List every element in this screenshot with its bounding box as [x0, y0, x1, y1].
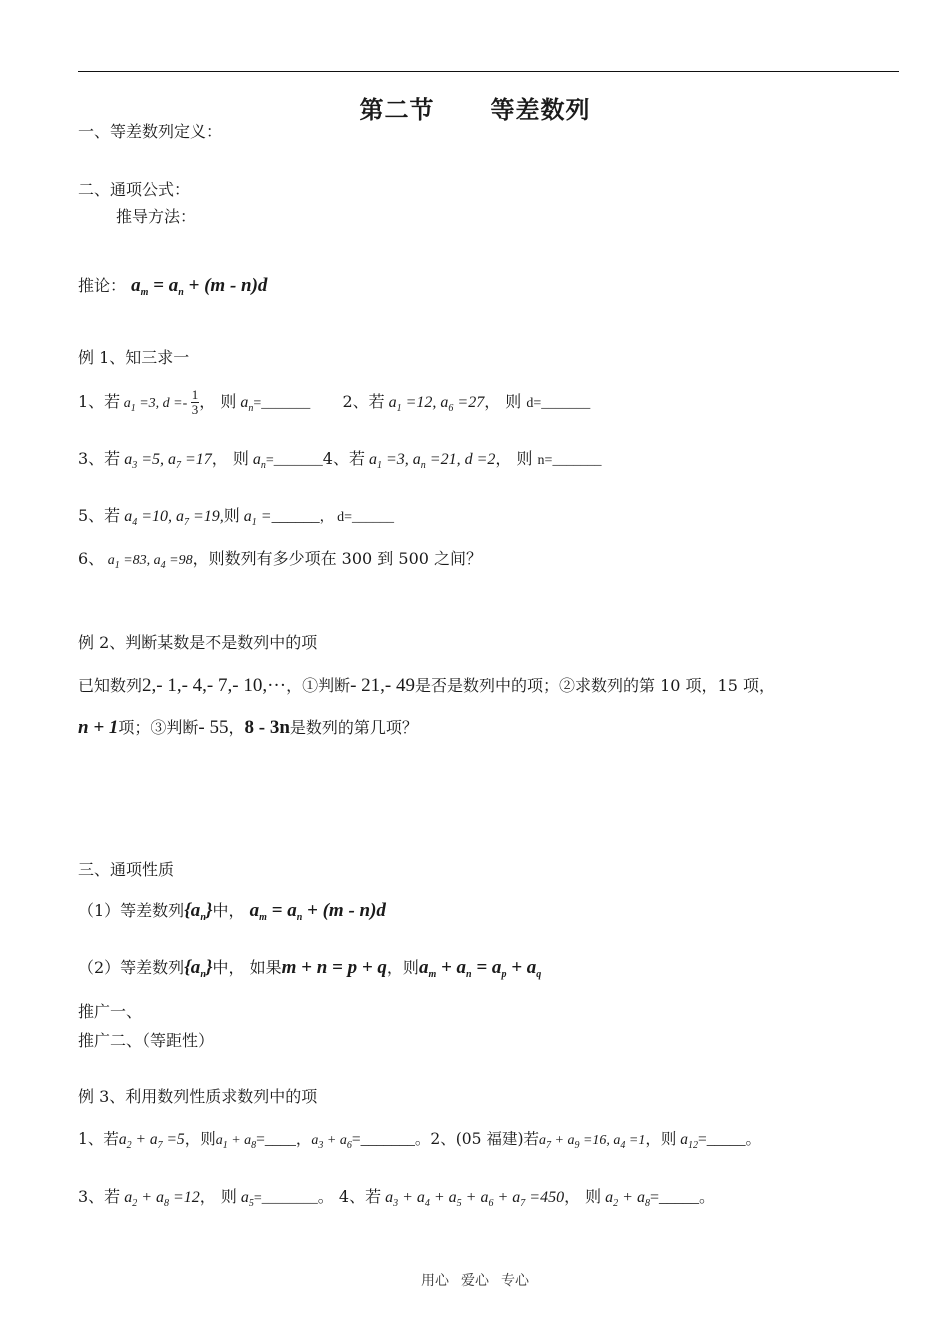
ex2-num: - 55 — [198, 717, 229, 738]
ex2-tail: 是否是数列中的项；②求数列的第 10 项，15 项， — [414, 676, 775, 695]
footer-b: 爱心 — [461, 1273, 489, 1289]
ex1-q2-then: ， 则 — [484, 392, 522, 411]
ex1-q3-blank: =_______ — [265, 453, 323, 468]
prop1-seq: $\{a_n\}$ — [184, 900, 213, 923]
section2-heading: 二、通项公式： — [78, 180, 191, 199]
section1-heading: 一、等差数列定义： — [78, 122, 223, 141]
footer-a: 用心 — [421, 1273, 449, 1289]
ex3-q3-prefix: 3、若 — [78, 1187, 121, 1206]
example1-heading: 例 1、知三求一 — [78, 348, 190, 367]
ex1-q5-then: 则 — [223, 506, 240, 525]
prop2-condition: m + n = p + q — [281, 957, 387, 978]
derivation-label: 推导方法： — [116, 207, 197, 226]
example3-row1 — [78, 1129, 761, 1151]
ex3-q2-prefix: 2、(05 福建)若 — [430, 1130, 539, 1148]
example3-heading: 例 3、利用数列性质求数列中的项 — [78, 1087, 318, 1106]
ex2-prefix: 已知数列 — [78, 676, 143, 695]
ex3-q1-given: $a_2 + a_7 =5$ — [118, 1131, 185, 1151]
ex3-q1-then: ，则 — [184, 1130, 216, 1148]
ex3-q3-given: $a_2 + a_8 =12$ — [120, 1189, 200, 1209]
ex1-q6-prefix: 6、 — [78, 549, 105, 568]
ex3-q3-blank: =________ — [253, 1191, 318, 1206]
ex3-q1-expr2: $a_3 + a_6$ — [311, 1133, 352, 1151]
ex1-q6-text: ，则数列有多少项在 300 到 500 之间？ — [192, 549, 483, 568]
prop1-prefix: （1）等差数列 — [78, 901, 185, 920]
ex1-q1-fraction — [191, 388, 200, 417]
ex2-mid: ，①判断 — [286, 676, 351, 695]
ex1-q3-given: $a_3 =5$, $a_7 =17$ — [120, 451, 212, 471]
footer-c: 专心 — [501, 1273, 529, 1289]
ex2-numbers: - 21,- 49 — [350, 675, 415, 696]
extension1: 推广一、 — [78, 1002, 143, 1021]
title-topic: 等差数列 — [490, 96, 591, 124]
prop2-prefix: （2）等差数列 — [78, 958, 185, 977]
ex3-q1-blank1: =____ — [256, 1131, 296, 1148]
ex1-q3-an: $a_n$ — [248, 451, 266, 471]
ex1-q4-then: ， 则 — [495, 449, 533, 468]
corollary-label: 推论： — [78, 276, 127, 295]
ex1-q5-blank: ______ — [271, 508, 320, 525]
prop2-then: ，则 — [386, 958, 419, 977]
title-section: 第二节 — [359, 96, 435, 124]
example1-row2 — [78, 449, 601, 471]
ex1-q3-then: ， 则 — [211, 449, 249, 468]
ex3-q4-end: 。 — [698, 1187, 715, 1206]
example2-line2 — [78, 718, 418, 738]
ex1-q5-given: $a_4 =10$, $a_7 =19$, — [120, 508, 224, 528]
ex3-q3-end: 。 — [317, 1187, 334, 1206]
property2 — [78, 958, 541, 978]
page-footer — [0, 1270, 950, 1290]
ex1-q6-given: $a_1 =83$, $a_4 =98$ — [104, 553, 193, 571]
ex1-q4-tail: n=_______ — [537, 453, 602, 468]
ex3-q1-end: 。 — [414, 1130, 431, 1148]
ex3-q1-expr1: $a_1 + a_8$ — [215, 1133, 257, 1151]
corollary-formula: $a_m = a_n + (m - n)d$ — [131, 275, 268, 298]
ex3-q3-then: ， 则 — [199, 1187, 237, 1206]
ex1-q2-given: $a_1 =12$, $a_6 =27$ — [384, 394, 485, 414]
ex2-line2-mid: 项；③判断 — [118, 718, 199, 737]
ex2-expr2: 8 - 3n — [244, 717, 290, 738]
ex3-q1-blank2: =_______ — [351, 1131, 415, 1148]
ex3-q3-a5: $a_5$ — [236, 1189, 254, 1209]
section3-heading: 三、通项性质 — [78, 860, 175, 879]
ex1-q5-tail: ， d=______ — [319, 510, 394, 525]
ex1-q5-a1: $a_1$ = — [239, 508, 272, 528]
example1-row4 — [78, 549, 482, 571]
ex3-q4-given: $a_3 + a_4 + a_5 + a_6 + a_7 =450$ — [381, 1189, 565, 1209]
example2-line1 — [78, 676, 775, 696]
example1-row3 — [78, 506, 394, 528]
ex3-q4-prefix: 4、若 — [338, 1187, 382, 1206]
ex1-q1-blank: =_______ — [253, 396, 311, 411]
extension2: 推广二、（等距性） — [78, 1031, 215, 1050]
ex1-q1-prefix: 1、若 — [78, 392, 121, 411]
ex3-q4-blank: =_____ — [649, 1189, 699, 1206]
example3-row2 — [78, 1187, 715, 1209]
ex1-q3-prefix: 3、若 — [78, 449, 121, 468]
ex1-q1-then: ， 则 — [199, 392, 237, 411]
ex1-q4-given: $a_1 =3$, $a_n =21$, d =2 — [364, 451, 496, 471]
ex1-q2-tail: d=_______ — [526, 396, 591, 411]
ex3-q1-sep: ， — [295, 1130, 312, 1148]
ex1-q1-an: $a_n$ — [236, 394, 254, 414]
ex3-q2-blank: =_____ — [698, 1131, 746, 1148]
prop2-seq: $\{a_n\}$ — [184, 957, 213, 980]
ex2-sep: ， — [228, 718, 245, 737]
page-title — [0, 90, 950, 125]
prop1-formula: $a_m = a_n + (m - n)d$ — [249, 900, 386, 923]
ex3-q2-given: $a_7 + a_9 =16$, $a_4 =1$ — [539, 1133, 646, 1151]
ex1-q4-prefix: 4、若 — [322, 449, 365, 468]
ex2-expr: n + 1 — [78, 717, 119, 738]
fraction-numerator: 1 — [191, 387, 199, 402]
prop1-mid: 中， — [212, 901, 245, 920]
ex3-q4-expr: $a_2 + a_8$ — [601, 1189, 650, 1209]
corollary-line — [78, 276, 267, 296]
ex1-q1-given: $a_1 =3$, d =- — [120, 396, 191, 414]
ex3-q2-then: ，则 — [645, 1130, 677, 1148]
ex2-sequence: 2,- 1,- 4,- 7,- 10,··· — [142, 675, 287, 696]
fraction-denominator: 3 — [191, 402, 199, 417]
ex3-q2-a12: $a_{12}$ — [676, 1131, 698, 1151]
property1 — [78, 901, 386, 921]
ex3-q2-end: 。 — [745, 1130, 762, 1148]
ex3-q1-prefix: 1、若 — [78, 1130, 119, 1148]
header-rule — [78, 71, 899, 72]
ex1-q5-prefix: 5、若 — [78, 506, 121, 525]
ex1-q2-prefix: 2、若 — [342, 392, 385, 411]
example2-heading: 例 2、判断某数是不是数列中的项 — [78, 633, 318, 652]
example1-row1 — [78, 388, 590, 418]
prop2-mid: 中， 如果 — [212, 958, 282, 977]
ex2-line2-tail: 是数列的第几项？ — [289, 718, 418, 737]
prop2-result: $a_m + a_n = a_p + a_q$ — [418, 957, 542, 980]
ex3-q4-then: ， 则 — [564, 1187, 602, 1206]
